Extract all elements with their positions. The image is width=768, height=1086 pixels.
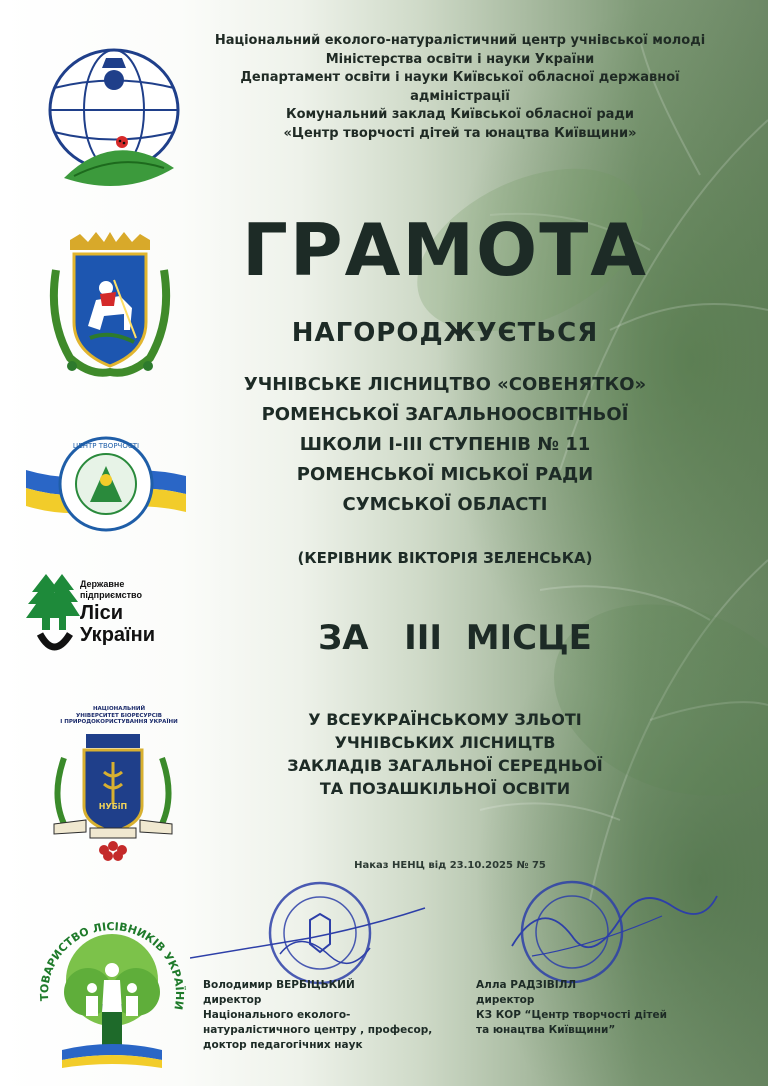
lisy-big-line1: Ліси	[80, 602, 124, 624]
nubip-caption-line1: НАЦІОНАЛЬНИЙ	[92, 706, 146, 712]
official-stamp-right	[472, 876, 722, 986]
signatory-right-position: директор	[476, 994, 535, 1006]
signatory-right	[476, 978, 736, 1038]
event-line3: ЗАКЛАДІВ ЗАГАЛЬНОЇ СЕРЕДНЬОЇ	[287, 756, 603, 775]
signatory-right-name: Алла РАДЗІВІЛЛ	[476, 979, 577, 991]
lisy-ukrainy-logo	[26, 574, 82, 656]
kyiv-oblast-coat-of-arms	[40, 230, 180, 380]
lisy-small-line2: підприємство	[80, 590, 142, 600]
event-line1: У ВСЕУКРАЇНСЬКОМУ ЗЛЬОТІ	[308, 710, 582, 729]
leader-line: (КЕРІВНИК ВІКТОРІЯ ЗЕЛЕНСЬКА)	[297, 549, 593, 567]
signatory-left-org1: Національного еколого-	[203, 1009, 351, 1021]
recipient-line5: СУМСЬКОЇ ОБЛАСТІ	[342, 494, 548, 515]
nubip-coat-of-arms	[46, 728, 180, 862]
nubip-shield-label: НУБіП	[98, 802, 128, 811]
signatory-right-org2: та юнацтва Київщини”	[476, 1024, 616, 1036]
children-creativity-center-logo	[26, 430, 186, 538]
lisy-big-line2: України	[80, 624, 156, 646]
nubip-caption-line2: УНІВЕРСИТЕТ БІОРЕСУРСІВ	[76, 712, 162, 719]
foresters-society-logo	[32, 900, 192, 1070]
header-line3: Департамент освіти і науки Київської обласної державної адміністрації	[240, 70, 680, 104]
recipient-line4: РОМЕНСЬКОЇ МІСЬКОЇ РАДИ	[296, 464, 594, 485]
official-stamp-left	[190, 878, 430, 988]
signatory-right-org1: КЗ КОР “Центр творчості дітей	[476, 1009, 667, 1021]
signatory-left-position: директор	[203, 994, 262, 1006]
header-line4: Комунальний заклад Київської обласної ради	[285, 107, 635, 123]
lisy-small-line1: Державне	[80, 579, 125, 589]
nubip-caption	[54, 706, 184, 726]
naturalist-center-logo	[34, 28, 190, 204]
signatory-left-org3: доктор педагогічних наук	[203, 1039, 363, 1051]
signatory-left	[203, 978, 463, 1053]
recipient-block	[195, 370, 695, 520]
header-line2: Міністерства освіти і науки України	[325, 51, 595, 67]
issuing-organizations	[200, 32, 720, 144]
recipient-line2: РОМЕНСЬКОЇ ЗАГАЛЬНООСВІТНЬОЇ	[261, 404, 629, 425]
recipient-line1: УЧНІВСЬКЕ ЛІСНИЦТВО «СОВЕНЯТКО»	[243, 374, 647, 395]
header-line5: «Центр творчості дітей та юнацтва Київщини»	[283, 125, 637, 141]
event-line2: УЧНІВСЬКИХ ЛІСНИЦТВ	[334, 733, 556, 752]
event-block	[220, 708, 670, 800]
signatory-left-org2: натуралістичного центру , професор,	[203, 1024, 433, 1036]
society-arc-text: ТОВАРИСТВО ЛІСІВНИКІВ УКРАЇНИ	[37, 920, 187, 1011]
lisy-ukrainy-wordmark	[80, 579, 155, 645]
order-reference: Наказ НЕНЦ від 23.10.2025 № 75	[354, 860, 546, 871]
nubip-caption-line3: І ПРИРОДОКОРИСТУВАННЯ УКРАЇНИ	[60, 719, 178, 725]
place-awarded: ЗА ІІІ МІСЦЕ	[318, 618, 592, 658]
certificate-title: ГРАМОТА	[241, 208, 649, 292]
awarded-label: НАГОРОДЖУЄТЬСЯ	[291, 318, 599, 348]
recipient-line3: ШКОЛИ І-ІІІ СТУПЕНІВ № 11	[299, 434, 591, 455]
event-line4: ТА ПОЗАШКІЛЬНОЇ ОСВІТИ	[319, 779, 571, 798]
header-line1: Національний еколого-натуралістичний центр учнівської молоді	[214, 33, 706, 48]
svg-text:ЦЕНТР ТВОРЧОСТІ: ЦЕНТР ТВОРЧОСТІ	[72, 442, 140, 450]
signatory-left-name: Володимир ВЕРБІЦЬКИЙ	[203, 979, 355, 991]
